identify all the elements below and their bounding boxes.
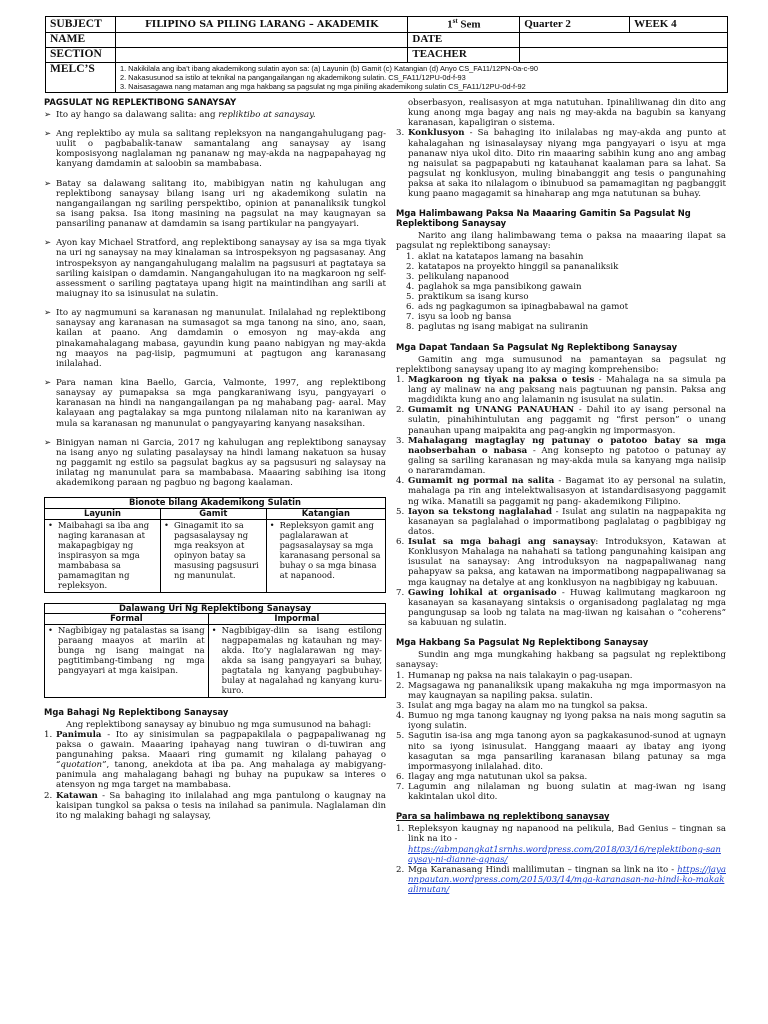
quarter: Quarter 2 — [520, 17, 630, 33]
arrow-bullet-icon: ➢ — [44, 109, 52, 120]
table-title: Bionote bilang Akademikong Sulatin — [45, 498, 386, 509]
list-item: 4. Bumuo ng mga tanong kaugnay ng iyong paksa na nais mong sagutin sa iyong sulatin. — [396, 711, 726, 732]
topics-list — [396, 252, 726, 333]
bullet-icon: • — [163, 520, 169, 531]
parts-list — [44, 730, 386, 821]
list-item: 4. paglahok sa mga pansibikong gawain — [406, 281, 582, 292]
list-item: 3. pelikulang napanood — [406, 271, 510, 282]
date-label: DATE — [408, 32, 520, 47]
section-title: Mga Dapat Tandaan Sa Pagsulat Ng Replektibong Sanaysay — [396, 341, 678, 352]
paragraph: obserbasyon, realisasyon at mga natutuhan. Ipinaliliwanag din dito ang kung anong mga bagay ang nais ng may-akda na bagubin sa kanyang karanasan, kapaligiran o sistema. — [408, 98, 726, 129]
paragraph: Binigyan naman ni Garcia, 2017 ng kahulugan ang replektibong sanaysay na isang anyo ng sulating pasalaysay na hindi lamang nakatuon sa husay ng paggamit ng estilo sa pagsulat bagkus ay sa pagsusuri ng salaysay na inilatag ng manunulat para sa mambabasa. Maaaring sabihing isa itong akademikong paraan ng pagbuo ng bagong kaalaman. — [56, 437, 386, 489]
list-item: 7. Gawing lohikal at organisado - Huwag kalimutang magkaroon ng kasanayan sa kasanayang sintaksis o organisadong paglalatag ng mga pangungusap sa loob ng talata na mag-iiwan ng kaisahan o “coherens” sa kabuuan ng sulatin. — [396, 587, 727, 629]
list-item: 8. paglutas ng isang mabigat na suliranin — [406, 322, 589, 333]
table-cell: Nagbibigay-diin sa isang estilong nagpapamalas ng katauhan ng may-akda. Ito’y naglalarawan ng may-akda sa isang pangyayari sa buhay, pagtatala ng kanyang pagbubuhay-bulay at nagalahad ng kanyang kuru-kuro. — [221, 625, 382, 695]
example-link[interactable]: https://abmpangkat1srnhs.wordpress.com/2018/03/16/replektibong-sanaysay-ni-dianne-agnas/ — [408, 844, 721, 865]
list-item: 2. Magsagawa ng pananaliksik upang makakuha ng mga impormasyon na may kaugnayan sa napiling paksa. sulatin. — [396, 680, 726, 701]
arrow-bullet-icon: ➢ — [44, 129, 52, 140]
column-header: Gamit — [160, 509, 266, 520]
list-item: 1. Panimula - Ito ay sinisimulan sa pagpapakilala o pagpapaliwanag ng paksa o gawain. Maaaring ipahayag nang tuwiran o di-tuwiran ang pangunahing paksa. Maaari ring gumamit ng kilalang pahayag o “quotation”, tanong, anekdota at iba pa. Ang mahalaga ay mabigyang-panimula ang mahalagang bahagi ng buhay na pupukaw sa interes o atensyon ng mga target na mambabasa. — [44, 729, 386, 791]
column-header: Katangian — [266, 509, 385, 520]
subject-value: FILIPINO SA PILING LARANG – AKADEMIK — [115, 17, 407, 33]
paragraph: Ang replektibong sanaysay ay binubuo ng mga sumusunod na bahagi: — [66, 719, 372, 730]
week: WEEK 4 — [630, 17, 728, 33]
examples-list — [396, 824, 726, 895]
list-item: 2. Gumamit ng UNANG PANAUHAN - Dahil ito ay isang personal na sulatin, pinahihintulutan ang paggamit ng “first person” o unang panauhan upang maipakita ang pag-angkin ng impormasyon. — [396, 405, 726, 436]
arrow-bullet-icon: ➢ — [44, 178, 52, 189]
paragraph: Narito ang ilang halimbawang tema o paksa na maaaring ilapat sa pagsulat ng replektibong sanaysay: — [396, 231, 726, 252]
bullet-icon: • — [269, 520, 275, 531]
subject-label: SUBJECT — [46, 17, 116, 33]
parts-list-cont — [396, 128, 726, 199]
list-item: 5. praktikum sa isang kurso — [406, 292, 529, 303]
list-item: 7. Lagumin ang nilalaman ng buong sulatin at mag-iwan ng isang kakintalan ukol dito. — [396, 782, 726, 803]
list-item: 1. Humanap ng paksa na nais talakayin o pag-usapan. — [396, 670, 633, 681]
list-item: 2. Mga Karanasang Hindi malilimutan – tingnan sa link na ito - https://jayannpautan.wordpress.com/2015/03/14/mga-karanasan-na-hindi-ko-makakalimutan/ — [396, 864, 726, 896]
paragraph: Sundin ang mga mungkahing hakbang sa pagsulat ng replektibong sanaysay: — [396, 650, 726, 671]
list-item: 1. Repleksyon kaugnay ng napanood na pelikula, Bad Genius – tingnan sa link na ito - https://abmpangkat1srnhs.wordpress.com/2018/03/16/replektibong-sanaysay-ni-dianne-agnas/ — [396, 824, 726, 865]
bullet-icon: • — [48, 520, 53, 531]
section-title: PAGSULAT NG REPLEKTIBONG SANAYSAY — [44, 97, 237, 107]
list-item: 1. Magkaroon ng tiyak na paksa o tesis - Mahalaga na sa simula pa lang ay malinaw na ang paksang nais pagtuunan ng pansin. Paksa ang magdidikta kung ano ang lalamanin ng isusulat na sulatin. — [396, 374, 726, 406]
tips-list — [396, 375, 726, 629]
uri-table — [44, 603, 386, 698]
list-item: 2. katatapos na proyekto hinggil sa pananaliksik — [406, 261, 619, 272]
right-column — [396, 98, 726, 895]
example-link[interactable]: https://jayannpautan.wordpress.com/2015/03/14/mga-karanasan-na-hindi-ko-makakalimutan/ — [408, 864, 726, 896]
arrow-bullet-icon: ➢ — [44, 378, 52, 388]
paragraph: Ito ay hango sa dalawang salita: ang repliktibo at sanaysay. — [56, 109, 316, 120]
list-item: 4. Gumamit ng pormal na salita - Bagamat ito ay personal na sulatin, mahalaga pa rin ang intelektwalisasyon at istandardisasyong paggamit ng wika. Manatili sa paggamit ng pang- akademikong Filipino. — [396, 476, 726, 507]
melcs-list — [115, 62, 727, 93]
header-table — [45, 16, 728, 93]
section-title: Para sa halimbawa ng replektibong sanaysay — [396, 811, 610, 822]
column-header: Layunin — [45, 509, 161, 520]
list-item: 6. ads ng pagkagumon sa ipinagbabawal na gamot — [406, 302, 629, 313]
list-item: 1. aklat na katatapos lamang na basahin — [406, 251, 584, 262]
teacher-field[interactable] — [520, 47, 728, 62]
melc-item: 1. Nakikilala ang iba’t ibang akademikong sulatin ayon sa: (a) Layunin (b) Gamit (c) Katangian (d) Anyo CS_FA11/12PN-0a-c-90 — [119, 63, 539, 73]
section-field[interactable] — [115, 47, 407, 62]
paragraph: Gamitin ang mga sumusunod na pamantayan sa pagsulat ng replektibong sanaysay upang ito ay maging komprehensibo: — [396, 354, 726, 375]
melc-item: 2. Nakasusunod sa istilo at teknikal na pangangailangan ng akademikong sulatin. CS_FA11/12PU-0d-f-93 — [119, 72, 466, 82]
name-field[interactable] — [115, 32, 407, 47]
arrow-bullet-icon: ➢ — [44, 437, 52, 448]
paragraph: Batay sa dalawang salitang ito, mabibigyan natin ng kahulugan ang replektibong sanaysay bilang isang uri ng akademikong sulatin na nangangailangan ng sariling perspektibo, opinion at pananaliksik tungkol sa isang paksa. Isa itong masining na pagsulat na may kaugnayan sa pansariling pananaw at damdamin sa isang partikular na pangyayari. — [56, 178, 386, 230]
table-cell: Ginagamit ito sa pagsasalaysay ng mga reaksyon at opinyon batay sa masusing pagsusuri ng manunulat. — [173, 520, 259, 580]
melc-item: 3. Naisasagawa nang mataman ang mga hakbang sa pagsulat ng mga piniling akademikong sulatin CS_FA11/12PU-0d-f-92 — [119, 82, 526, 92]
list-item: 6. Ilagay ang mga natutunan ukol sa paksa. — [396, 771, 588, 782]
list-item: 3. Mahalagang magtaglay ng patunay o patotoo batay sa mga naobserbahan o nabasa - Ang konsepto ng patotoo o patunay ay galing sa sariling karanasan ng may-akda mula sa kanyang mga naiisip o nararamdaman. — [396, 435, 726, 477]
bullet-icon: • — [211, 625, 217, 636]
list-item: 7. isyu sa loob ng bansa — [406, 312, 512, 323]
steps-list — [396, 671, 726, 803]
arrow-bullet-icon: ➢ — [44, 308, 52, 319]
list-item: 5. Sagutin isa-isa ang mga tanong ayon sa pagkakasunod-sunod at ugnayn nito sa iyong isinusulat. Hanggang maaari ay ibatay ang iyong kasagutan sa mga pansariling karanasan bilang patunay sa mga impormasyong inilalahad. dito. — [396, 731, 726, 772]
list-item: 2. Katawan - Sa bahaging ito inilalahad ang mga pantulong o kaugnay na kaisipan tungkol sa paksa o tesis na inilahad sa panimula. Naglalaman din ito ng malaking bahagi ng salaysay, — [44, 790, 386, 821]
semester: 1st Sem — [408, 17, 520, 33]
section-label: SECTION — [46, 47, 116, 62]
arrow-bullet-icon: ➢ — [44, 238, 52, 249]
column-header: Impormal — [208, 614, 385, 625]
teacher-label: TEACHER — [408, 47, 520, 62]
section-title: Mga Bahagi Ng Replektibong Sanaysay — [44, 706, 229, 717]
melcs-label: MELC’S — [46, 62, 116, 93]
paragraph: Para naman kina Baello, Garcia, Valmonte, 1997, ang replektibong sanaysay ay pumapaksa sa mga pangkaraniwang isyu, pangyayari o karanasan na hindi na nangangailangan pa ng mahabang pag- aaral. May kalayaan ang pagtalakay sa mga puntong nilalaman nito na karaniwan ay mula sa karanasan ng manunulat o pangyayaring kanyang nasaksihan. — [56, 378, 386, 429]
list-item: 3. Konklusyon - Sa bahaging ito inilalabas ng may-akda ang punto at kahalagahan ng isinasalaysay niyang mga pangyayari o isyu at mga pananaw niya ukol dito. Dito rin maaaring sabihin kung ano ang ambag ng naisulat sa pagpapabuti ng katauhanat kaalaman para sa lahat. Sa pagsulat ng konklusyon, muling binabanggit ang tesis o pangunahing paksa at saka ito nilalagom o ibinubuod sa pamamagitan ng pagbanggit kung paano magagamit sa hinaharap ang mga natutunan sa buhay. — [396, 128, 726, 200]
column-header: Formal — [45, 614, 209, 625]
date-field[interactable] — [520, 32, 728, 47]
list-item: 3. Isulat ang mga bagay na alam mo na tungkol sa paksa. — [396, 700, 648, 711]
table-title: Dalawang Uri Ng Replektibong Sanaysay — [45, 603, 386, 614]
bullet-icon: • — [48, 625, 53, 636]
section-title: Mga Hakbang Sa Pagsulat Ng Replektibong Sanaysay — [396, 637, 649, 648]
section-title: Mga Halimbawang Paksa Na Maaaring Gamitin Sa Pagsulat Ng Replektibong Sanaysay — [396, 208, 691, 229]
paragraph: Ang replektibo ay mula sa salitang repleksyon na nangangahulugang pag-uulit o pagbabalik-tanaw samantalang ang sanaysay ay isang komposisyong naglalaman ng pananaw ng may-akda na nagpapahayag ng kanyang damdamin at saloobin sa mambabasa. — [56, 129, 386, 170]
table-cell: Repleksyon gamit ang paglalarawan at pagsasalaysay sa mga karanasang personal sa buhay o sa mga binasa at napanood. — [279, 520, 381, 580]
table-cell: Nagbibigay ng patalastas sa isang paraang maayos at mariin at bunga ng isang maingat na pagtitimbang-timbang ng mga pangyayari at mga kaisipan. — [58, 625, 205, 675]
list-item: 6. Isulat sa mga bahagi ang sanaysay: Introduksyon, Katawan at Konklusyon Mahalaga na nahahati sa tatlong pangunahing kaisipan ang isusulat na sanaysay: Ang introduksyon na nagpapaliwanag nang pahapyaw sa paksa, ang katawan na impormatibong nagpapaliwanag sa mga kaugnay na detalye at ang konklusyon na nagbibigay ng kabuuan. — [396, 537, 726, 588]
left-column — [44, 98, 386, 821]
table-cell: Maibahagi sa iba ang naging karanasan at makapagbigay ng inspirasyon sa mga mambabasa sa pamamagitan ng repleksyon. — [58, 520, 150, 590]
list-item: 5. Iayon sa tekstong naglalahad - Isulat ang sulatin na nagpapakita ng kasanayan sa paglalahad o impormatibong paglalatag o pagbibigay ng datos. — [396, 506, 726, 537]
paragraph: Ayon kay Michael Stratford, ang replektibong sanaysay ay isa sa mga tiyak na uri ng sanaysay na may kinalaman sa introspeksyon ng pagsasanay. Ang introspeksyon ay nangangahulugang malalim na pagsusuri at pagtataya sa sariling kaisipan o damdamin. Nangangahulugan ito na magkaroon ng self-assessment o sariling pagtataya upang higit na maintindihan ang sarili at maiugnay ito sa isinusulat na sulatin. — [56, 238, 386, 300]
paragraph: Ito ay nagmumuni sa karanasan ng manunulat. Inilalahad ng replektibong sanaysay ang karanasan na sumasagot sa mga tanong na sino, ano, saan, kailan at paano. Ang damdamin o emosyon ng may-akda ang pinakamahalagang mabasa, gayundin kung paano nabigyan ng may-akda ng maayos na pag-iisip, pagmumuni at pagtugon ang karanasang inilalahad. — [56, 308, 386, 369]
name-label: NAME — [46, 32, 116, 47]
bionote-table — [44, 497, 386, 592]
